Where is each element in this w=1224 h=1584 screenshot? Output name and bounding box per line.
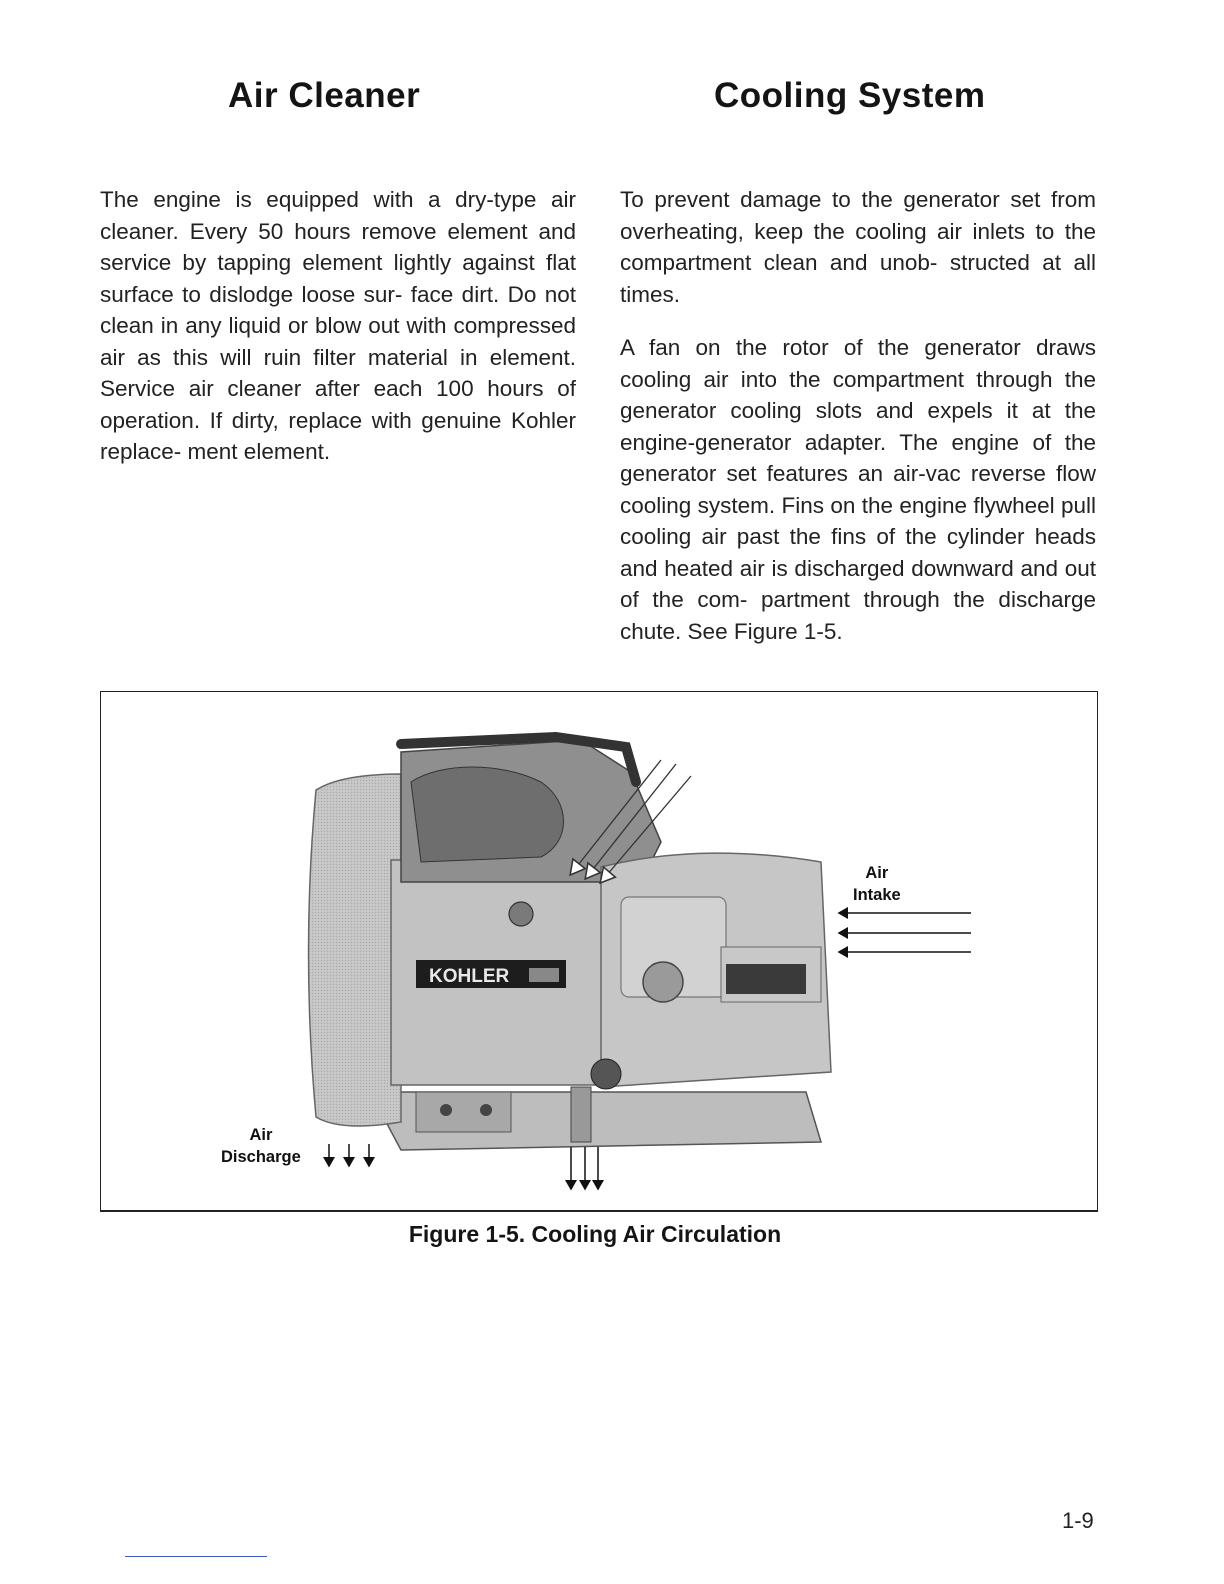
air-discharge-arrows	[329, 1144, 369, 1166]
air-intake-label: Air Intake	[853, 864, 901, 904]
chute-discharge-arrows	[571, 1147, 598, 1189]
footer-rule	[125, 1556, 267, 1557]
air-cleaner-paragraph: The engine is equipped with a dry-type air cleaner. Every 50 hours remove element and service by tapping element lightly against flat surface to dislodge loose sur- face dirt. Do not clean in any liquid or blow out with compressed air as this will ruin filter material in element. Service air cleaner after each 100 hours of operation. If dirty, replace with genuine Kohler replace- ment element.	[100, 187, 576, 464]
air-discharge-label: Air Discharge	[221, 1126, 301, 1166]
figure-1-5	[100, 691, 1098, 1212]
cooling-system-heading: Cooling System	[714, 76, 986, 115]
figure-caption: Figure 1-5. Cooling Air Circulation	[408, 1221, 782, 1247]
air-intake-arrows	[839, 913, 971, 952]
air-cleaner-section	[100, 184, 576, 468]
kohler-nameplate: KOHLER	[429, 966, 510, 987]
cooling-paragraph-2: A fan on the rotor of the generator draws cooling air into the compartment through the generator cooling slots and expels it at the engine-generator adapter. The engine of the generator set features an air-vac reverse flow cooling system. Fins on the engine flywheel pull cooling air past the fins of the cylinder heads and heated air is discharged downward and out of the com- partment through the discharge chute. See Figure 1-5.	[620, 335, 1096, 644]
cooling-system-section	[620, 184, 1096, 647]
page-number: 1-9	[1062, 1508, 1094, 1533]
cooling-paragraph-1: To prevent damage to the generator set from overheating, keep the cooling air inlets to the compartment clean and unob- structed at all times.	[620, 187, 1096, 307]
generator-illustration	[309, 737, 832, 1150]
air-cleaner-heading: Air Cleaner	[228, 76, 421, 115]
